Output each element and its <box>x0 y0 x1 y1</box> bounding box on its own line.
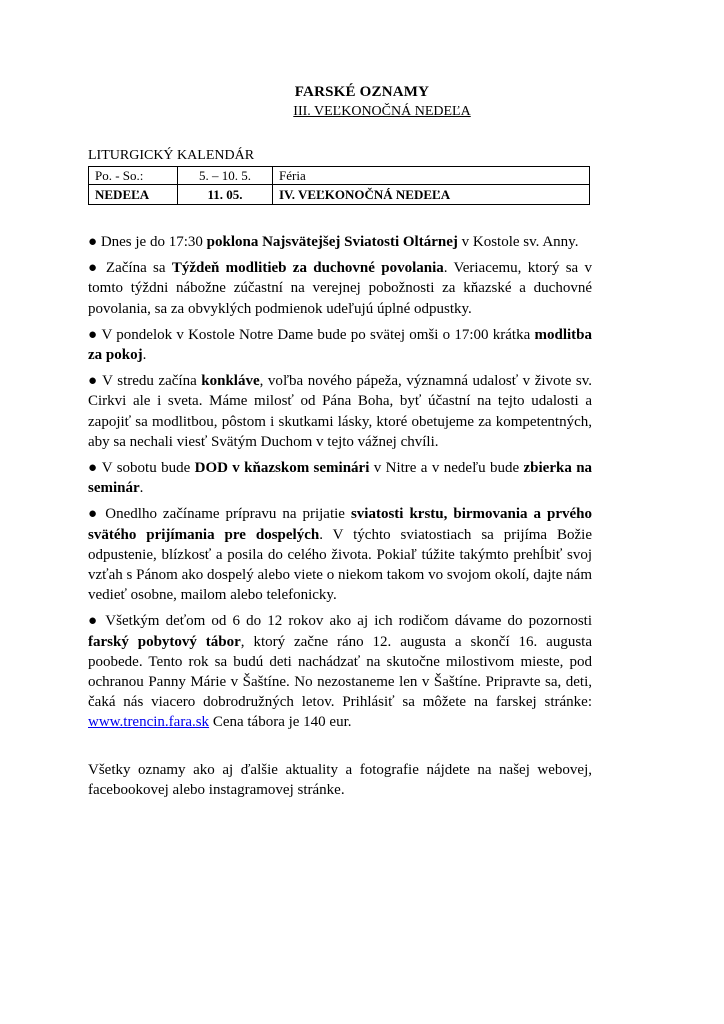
table-cell-date: 11. 05. <box>178 185 273 205</box>
table-cell-name: IV. VEĽKONOČNÁ NEDEĽA <box>273 185 590 205</box>
table-cell-days: NEDEĽA <box>89 185 178 205</box>
bullet-icon: ● <box>88 613 100 630</box>
announcement-text: . <box>139 480 144 497</box>
table-cell-days: Po. - So.: <box>89 167 178 185</box>
parish-website-link[interactable]: www.trencin.fara.sk <box>88 714 210 731</box>
announcement-text: Cena tábora je 140 eur. <box>209 714 352 731</box>
announcement-text: Všetkým deťom od 6 do 12 rokov ako aj ich rodičom dávame do pozornosti <box>99 613 592 630</box>
page-subtitle: III. VEĽKONOČNÁ NEDEĽA <box>293 104 471 119</box>
bullet-icon: ● <box>88 460 98 477</box>
table-cell-date: 5. – 10. 5. <box>178 167 273 185</box>
announcement-item <box>88 325 592 365</box>
announcement-highlight: sviatosti krstu, birmovania a prvého svätého prijímania pre dospelých <box>88 506 592 543</box>
announcement-text: V pondelok v Kostole Notre Dame bude po svätej omši o 17:00 krátka <box>97 326 535 343</box>
announcement-text: v Nitre a v nedeľu bude <box>369 460 524 477</box>
announcement-text: v Kostole sv. Anny. <box>457 234 579 250</box>
announcement-text: . <box>142 347 147 364</box>
announcement-highlight: Týždeň modlitieb za duchovné povolania <box>171 260 444 277</box>
announcement-text: Dnes je do 17:30 <box>97 234 207 250</box>
bullet-icon: ● <box>88 234 98 250</box>
announcement-text: . V týchto sviatostiach sa prijíma Božie odpustenie, blízkosť a posila do celého života. Pokiaľ túžite takýmto prehĺbiť svoj vzťah s Pánom ako dospelý alebo viete o niekom takom vo svojom okolí, dajte nám vedieť osobne, mailom alebo telefonicky. <box>88 526 592 604</box>
announcement-highlight: zbierka na seminár <box>88 460 593 497</box>
announcement-highlight: konkláve <box>201 373 260 390</box>
announcement-item <box>88 371 592 452</box>
announcement-item <box>88 232 592 252</box>
announcement-text: V stredu začína <box>97 373 202 390</box>
announcement-text: . Veriacemu, ktorý sa v tomto týždni nábožne zúčastní na verejnej pobožnosti za kňazské a duchovné povolania, sa za obvyklých podmienok udeľujú úplné odpustky. <box>88 260 592 317</box>
announcement-text: Začína sa <box>99 260 172 277</box>
page-title: FARSKÉ OZNAMY <box>294 84 430 100</box>
liturgical-calendar-table <box>88 166 590 205</box>
table-row <box>89 167 590 185</box>
announcement-text: , voľba nového pápeža, významná udalosť v živote sv. Cirkvi ale i sveta. Máme milosť od Pána Boha, byť účastní na tejto udalosti a zapojiť sa modlitbou, pôstom i skutkami lásky, ktoré obetujeme za kompetentných, aby sa nechali viesť Svätým Duchom v tejto vážnej chvíli. <box>88 373 593 450</box>
footer-text: Všetky oznamy ako aj ďalšie aktuality a fotografie nájdete na našej webovej, facebookovej alebo instagramovej stránke. <box>88 761 592 798</box>
bullet-icon: ● <box>88 260 100 277</box>
announcement-highlight: DOD v kňazskom seminári <box>194 460 370 477</box>
bullet-icon: ● <box>88 506 100 523</box>
announcement-item <box>88 504 592 605</box>
announcement-item <box>88 258 592 319</box>
announcement-text: Onedlho začíname prípravu na prijatie <box>99 506 351 523</box>
table-row <box>89 185 590 205</box>
table-cell-name: Féria <box>273 167 590 185</box>
announcement-highlight: farský pobytový tábor <box>88 633 241 650</box>
announcement-item <box>88 458 592 498</box>
calendar-label: LITURGICKÝ KALENDÁR <box>88 148 255 163</box>
announcement-text: , ktorý začne ráno 12. augusta a skončí 16. augusta poobede. Tento rok sa budú deti nachádzať na skutočne milostivom mieste, pod ochranou Panny Márie v Šaštíne. No nezostaneme len v Šaštíne. Pripravte sa, deti, čaká nás viacero dobrodružných letov. Prihlásiť sa môžete na farskej stránke: <box>88 633 592 711</box>
bullet-icon: ● <box>88 373 98 390</box>
announcement-highlight: modlitba za pokoj <box>88 326 592 364</box>
announcement-highlight: poklona Najsvätejšej Sviatosti Oltárnej <box>206 234 458 250</box>
announcements-list <box>88 232 592 806</box>
announcement-text: V sobotu bude <box>97 460 195 477</box>
announcement-item <box>88 611 592 732</box>
bullet-icon: ● <box>88 326 98 343</box>
